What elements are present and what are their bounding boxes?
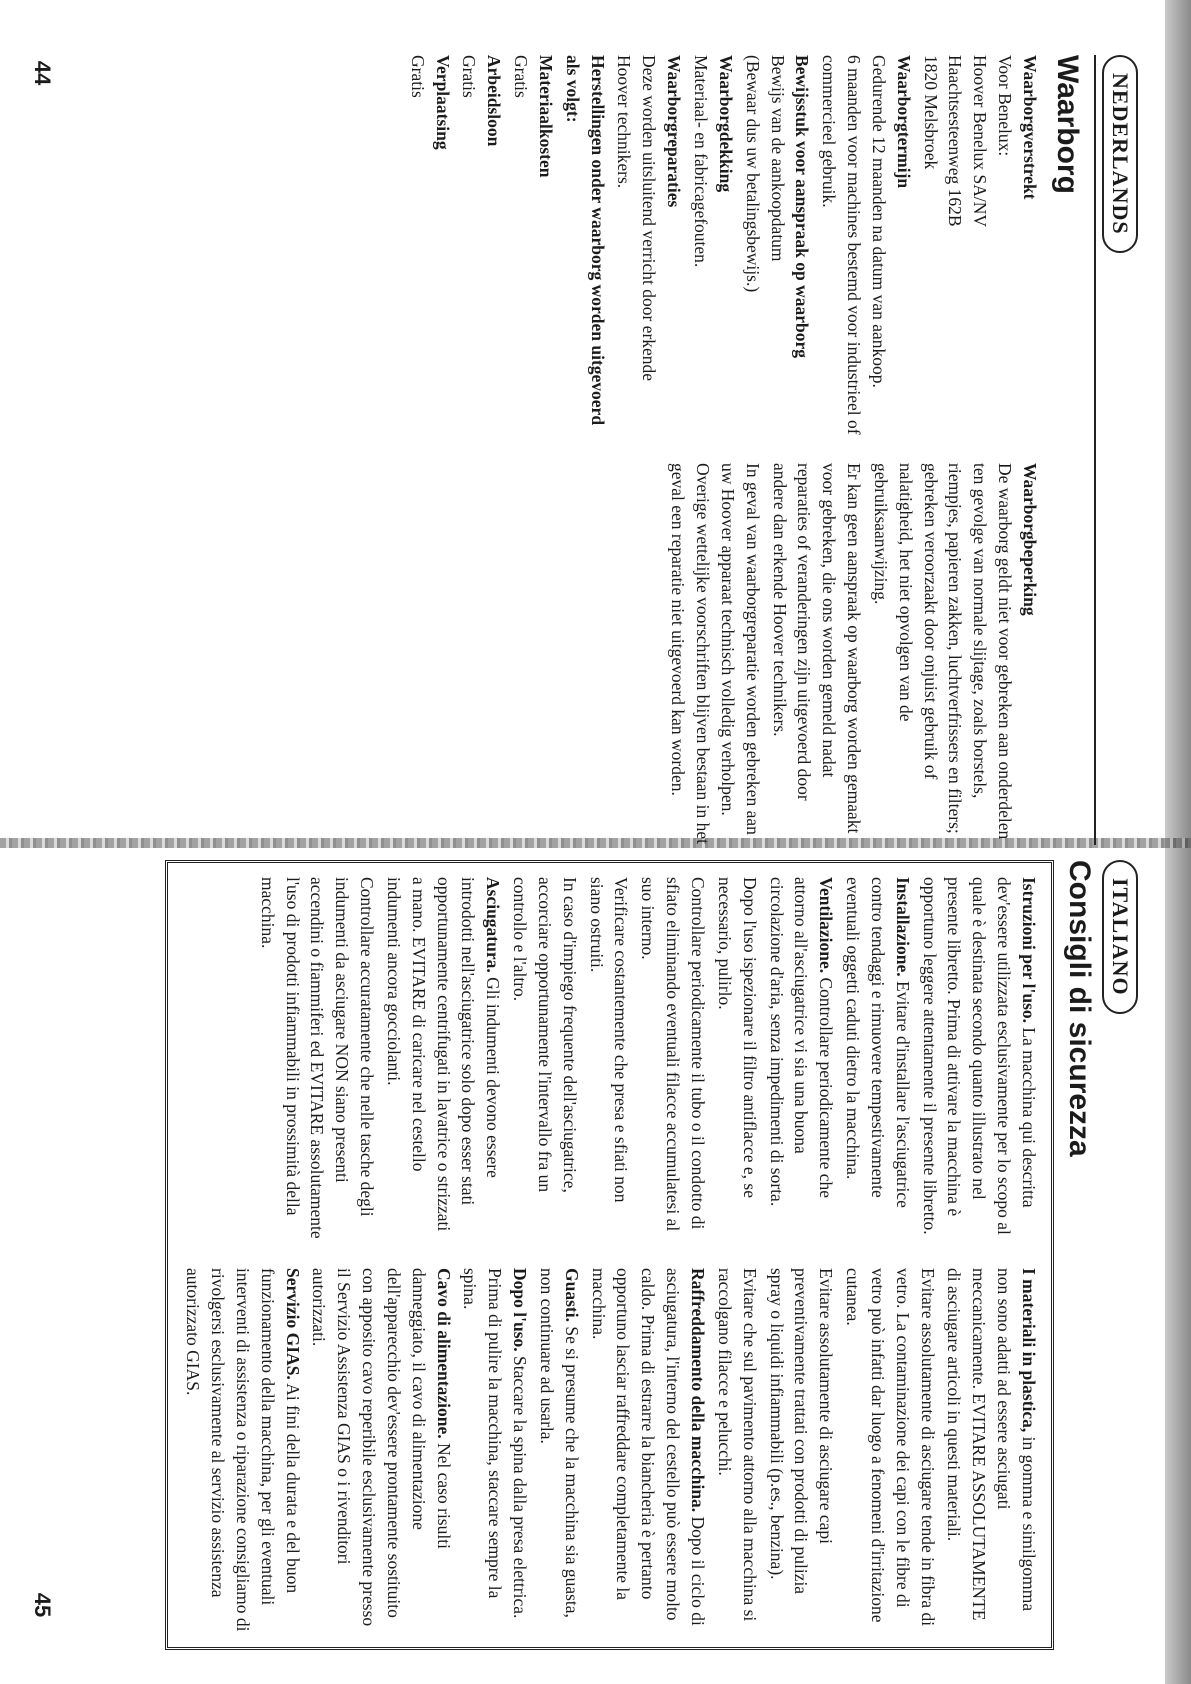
paragraph — [508, 55, 558, 437]
paragraph — [840, 1268, 939, 1633]
paragraph — [180, 1268, 304, 1633]
paragraph-text: Controllare accuratamente che nelle tasche degli indumenti da asciugare NON siano presenti accendini o fiammiferi ed EVITARE assolutamente l'uso di prodotti infiammabili in prossimità della macchina. — [257, 877, 378, 1239]
paragraph — [665, 463, 764, 845]
paragraph-heading: Waarborgreparaties — [664, 55, 685, 208]
paragraph-text: In geval van waarborgreparatie worden gebreken aan uw Hoover apparaat technisch volledig verholpen. Overige wettelijke voorschriften blijven bestaan in het geval een reparatie niet uitgevoerd kan worden. — [668, 463, 763, 844]
paragraph-text: Gli indumenti devono essere introdotti nell'asciugatrice solo dopo esser stati opportunamente centrifugati in lavatrice o strizzati a mano. EVITARE di caricare nel cestello indumenti ancora gocciolanti. — [383, 877, 504, 1232]
paragraph-text: Er kan geen aanspraak op waarborg worden gemaakt voor gebreken, die ons worden gemeld nadat reparaties of veranderingen zijn uitgevoerd door andere dan erkende Hoover technikers. — [769, 463, 865, 834]
paragraph — [917, 877, 1041, 1242]
paragraph — [307, 1268, 456, 1633]
paragraph-text: Dopo l'uso ispezionare il filtro antiflacce e, se necessario, pulirlo. — [714, 877, 760, 1198]
paragraph-text: Se si presume che la macchina sia guasta, non continuare ad usarla. — [536, 1268, 582, 1618]
language-pill: ITALIANO — [1102, 860, 1138, 1014]
safety-box — [165, 860, 1054, 1650]
paragraph — [255, 877, 379, 1242]
paragraph-text: Evitare assolutamente di asciugare tende in fibra di vetro. La contaminazione dei capi con le fibre di vetro può infatti dar luogo a fenomeni d'irritazione cutanea. — [843, 1268, 938, 1627]
paragraph-text: Controllare periodicamente il tubo o il condotto di sfiato eliminando eventuali filacce accumulatesi al suo interno. — [638, 877, 709, 1232]
paragraph-text: Gedurende 12 maanden na datum van aankoop. 6 maanden voor machines bestemd voor industrieel of commercieel gebruik. — [819, 55, 889, 435]
paragraph-text: Dopo il ciclo di asciugatura, l'interno del cestello può essere molto caldo. Prima di estrarre la biancheria è pertanto opportuno lasciar raffreddare completamente la macchina. — [588, 1268, 709, 1626]
paragraph-text: Evitare assolutamente di asciugare capi preventivamente trattati con prodotti di pulizia spray o liquidi infiammabili (p.es., benzina). — [766, 1268, 837, 1595]
paragraph — [458, 1268, 533, 1633]
paragraph-text: In caso d'impiego frequente dell'asciugatrice, accorciare opportunamente l'intervallo fra un controllo e l'altro. — [510, 877, 580, 1193]
paragraph-text: La macchina qui descritta dev'essere utilizzata esclusivamente per lo scopo al quale è destinata secondo quanto illustrato nel presente libretto. Prima di attivare la macchina è opportuno leggere attentamente il presente libretto. — [919, 877, 1039, 1235]
paragraph-text: Nel caso risulti danneggiato, il cavo di alimentazione dell'apparecchio dev'essere prontamente sostituito con apposito cavo reperibile esclusivamente presso il Servizio Assistenza GIAS o i rivenditori autorizzati. — [309, 1268, 454, 1627]
paragraph-heading: Ventilazione. — [816, 877, 837, 974]
paragraph-text: Controllare periodicamente che attorno all'asciugatrice vi sia una buona circolazione d'aria, senza impedimenti di sorta. — [766, 877, 837, 1207]
title-rule — [1094, 55, 1096, 845]
paragraph-heading: Waarborgdekking — [715, 55, 736, 193]
paragraph — [942, 1268, 1041, 1633]
column-1 — [403, 55, 1042, 437]
paragraph — [918, 55, 1042, 437]
paragraph-text: Evitare che sul pavimento attorno alla macchina si raccolgano filacce e pelucchi. — [714, 1268, 760, 1622]
paragraph — [534, 1268, 584, 1633]
paragraph — [457, 55, 507, 437]
paragraph-text: Staccare la spina dalla presa elettrica. Prima di pulire la macchina, staccare sempre la spina. — [460, 1268, 531, 1619]
paragraph-heading: Installazione. — [892, 877, 913, 977]
page-number-left: 44 — [30, 60, 56, 86]
paragraph-heading: Bewijsstuk voor aanspraak op waarborg — [792, 55, 813, 359]
paragraph-heading: Dopo l'uso. — [510, 1268, 531, 1352]
paragraph-text: Gratis — [407, 55, 428, 98]
column-1 — [178, 877, 1041, 1242]
paragraph — [636, 877, 711, 1242]
paragraph-heading: Guasti. — [561, 1268, 582, 1322]
paragraph — [584, 877, 634, 1242]
paragraph-text: Gratis — [459, 55, 480, 98]
paragraph — [712, 877, 762, 1242]
paragraph — [764, 1268, 839, 1633]
column-2 — [403, 463, 1042, 845]
paragraph — [586, 1268, 710, 1633]
paragraph-heading: Servizio GIAS. — [282, 1268, 303, 1380]
paragraph — [764, 877, 839, 1242]
paragraph — [767, 463, 866, 845]
paragraph-text: Verificare costantemente che presa e sfiati non siano ostruiti. — [586, 877, 632, 1203]
paragraph — [381, 877, 505, 1242]
paragraph — [507, 877, 582, 1242]
paragraph-heading: Waarborgbeperking — [1020, 463, 1040, 616]
paragraph-heading: Waarborgverstrekt — [1020, 55, 1040, 200]
paragraph-heading: Istruzioni per l'uso. — [1019, 877, 1039, 1024]
paragraph-heading: Waarborgtermijn — [893, 55, 914, 189]
paragraph-text: Deze worden uitsluitend verricht door erkende Hoover technikers. — [614, 55, 660, 382]
paragraph-text: Voor Benelux: Hoover Benelux SA/NV Haachtsesteenweg 162B 1820 Melsbroek — [920, 55, 1016, 228]
paragraph-text: Evitare d'installare l'asciugatrice contro tendaggi e rimuovere tempestivamente eventuali oggetti caduti dietro la macchina. — [843, 877, 913, 1208]
page-italiano — [78, 860, 1138, 1650]
page-nederlands — [78, 55, 1138, 845]
paragraph — [688, 55, 738, 437]
paragraph-heading: I materiali in plastica, — [1019, 1268, 1039, 1433]
paragraph — [840, 877, 915, 1242]
page-title: Consigli di sicurezza — [1063, 860, 1096, 1157]
paragraph — [612, 55, 687, 437]
paragraph — [405, 55, 455, 437]
page-title: Waarborg — [1051, 55, 1084, 194]
paragraph-text: Bewijs van de aankoopdatum (Bewaar dus uw betalingsbewijs.) — [742, 55, 788, 293]
paragraph — [560, 55, 610, 437]
column-2 — [178, 1268, 1041, 1633]
paragraph — [712, 1268, 762, 1633]
paragraph-heading: Cavo di alimentazione. — [433, 1268, 454, 1439]
paragraph-heading: Herstellingen onder waarborg worden uitgevoerd als volgt: — [562, 55, 608, 426]
paragraph-heading: Materiaalkosten — [535, 55, 556, 178]
paragraph-text: in gomma e similgomma non sono adatti ad essere asciugati meccanicamente. EVITARE ASSOLUTAMENTE di asciugare articoli in questi materiali. — [944, 1268, 1039, 1621]
paragraph-text: De waarborg geldt niet voor gebreken aan onderdelen ten gevolge van normale slijtage, zoals borstels, riempjes, papieren zakken, luchtverfrissers en filters; gebreken veroorzaakt door onjuist gebruik of nalatigheid, het niet opvolgen van de gebruiksaanwijzing. — [870, 463, 1016, 840]
paragraph — [816, 55, 915, 437]
paragraph-text: Gratis — [511, 55, 532, 98]
language-pill: NEDERLANDS — [1102, 55, 1138, 253]
paragraph-heading: Asciugatura. — [483, 877, 504, 973]
paragraph — [740, 55, 815, 437]
paragraph-heading: Raffreddamento della macchina. — [688, 1268, 709, 1513]
paragraph-text: Materiaal- en fabricagefouten. — [691, 55, 712, 268]
paragraph — [868, 463, 1042, 845]
paragraph-heading: Arbeidsloon — [484, 55, 505, 147]
paragraph-heading: Verplaatsing — [432, 55, 453, 150]
page-number-right: 45 — [30, 1592, 56, 1618]
paragraph-text: Ai fini della durata e del buon funzionamento della macchina, per gli eventuali interventi di assistenza o riparazione consigliamo di rivolgersi esclusivamente al servizio assistenza autorizzato GIAS. — [183, 1268, 303, 1632]
